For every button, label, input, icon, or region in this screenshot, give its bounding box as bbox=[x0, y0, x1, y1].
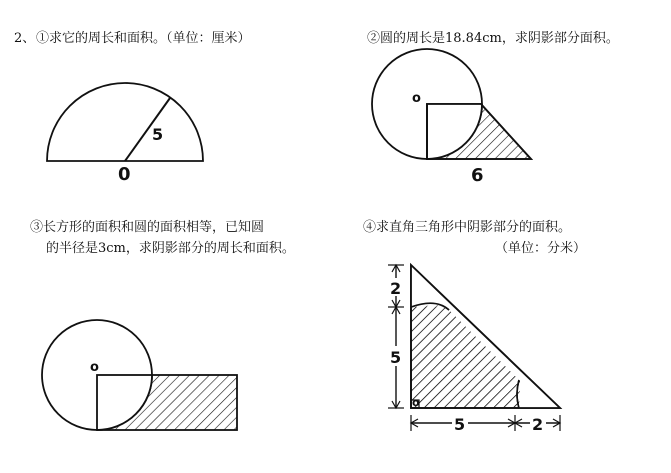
problem-4-prompt-line2: （单位：分米） bbox=[495, 241, 587, 256]
figure-4-base-left-label: 5 bbox=[454, 415, 466, 434]
figure-2-circle-trapezoid bbox=[372, 49, 531, 186]
figure-3-center-label: o bbox=[90, 360, 99, 375]
figure-1-semicircle bbox=[47, 83, 203, 185]
problem-3-prompt-line1: ③长方形的面积和圆的面积相等，已知圆 bbox=[30, 220, 265, 235]
figure-4-mid-label: 5 bbox=[390, 348, 402, 367]
figure-4-right-triangle bbox=[388, 265, 560, 434]
problem-1-prompt: ①求它的周长和面积。（单位：厘米） bbox=[36, 31, 251, 46]
figure-1-center-label: 0 bbox=[118, 164, 131, 185]
figure-4-base-right-label: 2 bbox=[532, 415, 544, 434]
figure-4-corner-label: o bbox=[412, 396, 420, 409]
problem-3-prompt-line2: 的半径是3cm，求阴影部分的周长和面积。 bbox=[46, 241, 295, 256]
figure-2-base-label: 6 bbox=[471, 165, 484, 186]
figure-1-radius-label: 5 bbox=[152, 125, 164, 144]
problem-2-prompt: ②圆的周长是18.84cm，求阴影部分面积。 bbox=[367, 31, 619, 46]
figure-4-top-label: 2 bbox=[390, 279, 402, 298]
figure-3-circle-rectangle bbox=[42, 320, 237, 430]
problem-2-heading-number: 2、 bbox=[14, 31, 36, 46]
figure-2-center-label: o bbox=[412, 91, 421, 106]
problem-4-prompt-line1: ④求直角三角形中阴影部分的面积。 bbox=[363, 220, 572, 235]
